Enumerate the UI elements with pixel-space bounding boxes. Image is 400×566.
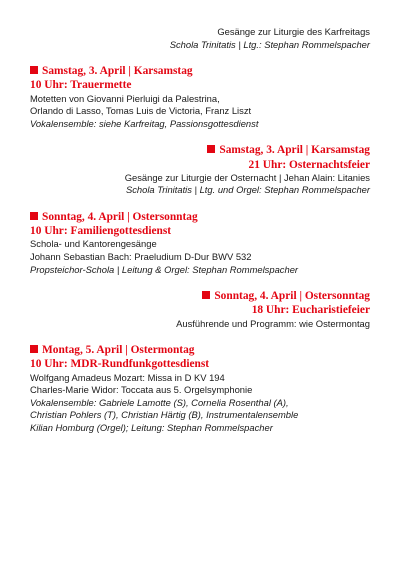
intro-block (30, 26, 370, 51)
intro-line: Schola Trinitatis | Ltg.: Stephan Rommelspacher (169, 38, 370, 50)
event-block (30, 210, 370, 276)
event-detail-line: Vokalensemble: siehe Karfreitag, Passionsgottesdienst (30, 117, 259, 129)
bullet-square-icon (207, 145, 215, 153)
event-block (30, 143, 370, 197)
event-date: Samstag, 3. April | Karsamstag (42, 65, 193, 78)
event-date-heading (30, 289, 370, 303)
event-date: Sonntag, 4. April | Ostersonntag (214, 290, 370, 303)
event-detail-line: Propsteichor-Schola | Leitung & Orgel: Stephan Rommelspacher (30, 263, 299, 275)
event-block (30, 289, 370, 330)
event-date-heading (30, 343, 370, 357)
bullet-square-icon (30, 345, 38, 353)
event-title: 10 Uhr: MDR-Rundfunkgottesdienst (30, 358, 210, 371)
event-date: Montag, 5. April | Ostermontag (42, 344, 195, 357)
event-title: 10 Uhr: Trauermette (30, 79, 132, 92)
event-block (30, 64, 370, 130)
event-title: 21 Uhr: Osternachtsfeier (248, 158, 370, 171)
event-detail-line: Schola Trinitatis | Ltg. und Orgel: Stephan Rommelspacher (125, 184, 370, 196)
event-title: 18 Uhr: Eucharistiefeier (251, 304, 370, 317)
event-detail-line: Ausführende und Programm: wie Ostermontag (176, 317, 370, 329)
event-detail-line: Motetten von Giovanni Pierluigi da Palestrina, (30, 92, 220, 104)
event-detail-line: Charles-Marie Widor: Toccata aus 5. Orgelsymphonie (30, 384, 253, 396)
event-block (30, 343, 370, 434)
event-date: Sonntag, 4. April | Ostersonntag (42, 210, 198, 223)
event-detail-line: Gesänge zur Liturgie der Osternacht | Jehan Alain: Litanies (124, 171, 370, 183)
bullet-square-icon (30, 66, 38, 74)
event-detail-line: Schola- und Kantorengesänge (30, 238, 157, 250)
event-date-heading (30, 64, 370, 78)
event-list (30, 64, 370, 434)
event-date-heading (30, 143, 370, 157)
event-detail-line: Christian Pohlers (T), Christian Härtig (B), Instrumentalensemble (30, 409, 299, 421)
event-detail-line: Vokalensemble: Gabriele Lamotte (S), Cornelia Rosenthal (A), (30, 396, 289, 408)
bullet-square-icon (30, 212, 38, 220)
event-date-heading (30, 210, 370, 224)
event-title: 10 Uhr: Familiengottesdienst (30, 225, 172, 238)
intro-line: Gesänge zur Liturgie des Karfreitags (217, 26, 370, 37)
bullet-square-icon (202, 291, 210, 299)
event-detail-line: Orlando di Lasso, Tomas Luis de Victoria, Franz Liszt (30, 105, 252, 117)
event-detail-line: Wolfgang Amadeus Mozart: Missa in D KV 194 (30, 371, 225, 383)
event-detail-line: Johann Sebastian Bach: Praeludium D-Dur BWV 532 (30, 250, 252, 262)
event-date: Samstag, 3. April | Karsamstag (219, 144, 370, 157)
event-detail-line: Kilian Homburg (Orgel); Leitung: Stephan Rommelspacher (30, 421, 273, 433)
